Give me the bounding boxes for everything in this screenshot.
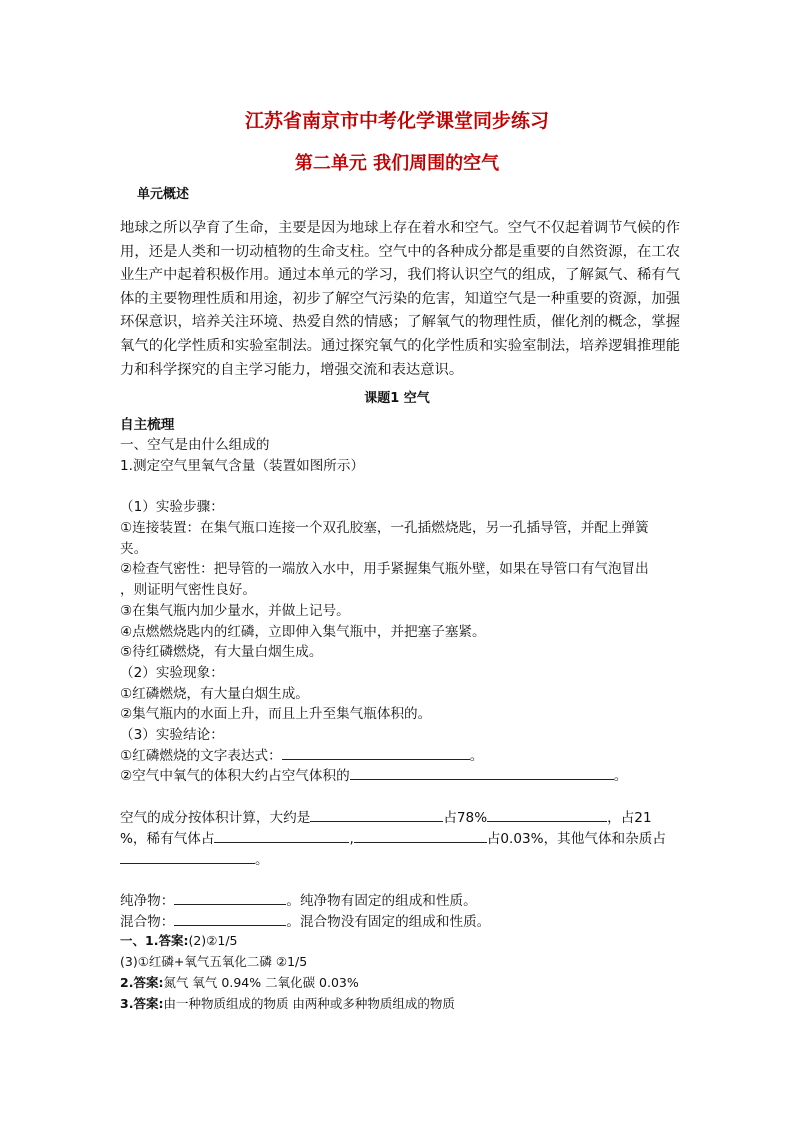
- self-study-heading: 自主梳理: [120, 417, 175, 433]
- conclusion-2-text: ②空气中氧气的体积大约占空气体积的: [120, 768, 350, 784]
- steps-label: （1）实验步骤：: [120, 499, 224, 515]
- answer-blank[interactable]: [487, 809, 607, 822]
- step-4: ④点燃燃烧匙内的红磷，立即伸入集气瓶中，并把塞子塞紧。: [120, 624, 486, 640]
- pure-label: 纯净物：: [120, 893, 175, 909]
- answer-blank[interactable]: [354, 830, 487, 843]
- composition-text: 占0.03%，其他气体和杂质占: [486, 831, 666, 847]
- overview-heading: 单元概述: [137, 187, 190, 202]
- mixture-text: 。混合物没有固定的组成和性质。: [286, 914, 491, 930]
- answer-blank[interactable]: [174, 913, 286, 926]
- step-1-cont: 夹。: [120, 541, 148, 557]
- composition-text: 占78%: [443, 810, 488, 826]
- answer-blank[interactable]: [120, 851, 255, 864]
- mixture-line: [120, 910, 490, 930]
- period: 。: [613, 768, 628, 784]
- document-title: 江苏省南京市中考化学课堂同步练习: [244, 110, 549, 132]
- conclusion-1-text: ①红磷燃烧的文字表达式：: [120, 748, 282, 764]
- phenomenon-2: ②集气瓶内的水面上升，而且上升至集气瓶体积的。: [120, 706, 432, 722]
- unit-title: 第二单元 我们周围的空气: [294, 153, 500, 174]
- composition-text: %，稀有气体占: [120, 831, 215, 847]
- step-5: ⑤待红磷燃烧，有大量白烟生成。: [120, 644, 323, 660]
- answer-label: 2.答案:: [120, 975, 164, 990]
- step-1: ①连接装置：在集气瓶口连接一个双孔胶塞，一孔插燃烧匙，另一孔插导管，并配上弹簧: [120, 520, 649, 536]
- answer-1b: (3)①红磷+氧气五氧化二磷 ②1/5: [120, 954, 308, 969]
- answer-blank[interactable]: [174, 892, 286, 905]
- answer-1: [120, 931, 237, 949]
- period: 。: [255, 852, 269, 868]
- composition-line-3: [120, 848, 269, 868]
- answer-blank[interactable]: [350, 767, 614, 780]
- answer-label: 一、1.答案:: [120, 933, 189, 948]
- step-2-cont: ，则证明气密性良好。: [120, 582, 256, 598]
- overview-paragraph: 地球之所以孕育了生命，主要是因为地球上存在着水和空气。空气不仅起着调节气候的作用，还是人类和一切动植物的生命支柱。空气中的各种成分都是重要的自然资源，在工农业生产中起着积极作用。通过本单元的学习，我们将认识空气的组成，了解氮气、稀有气体的主要物理性质和用途，初步了解空气污染的危害，知道空气是一种重要的资源，加强环保意识，培养关注环境、热爱自然的情感；了解氧气的物理性质，催化剂的概念，掌握氧气的化学性质和实验室制法。通过探究氧气的化学性质和实验室制法，培养逻辑推理能力和科学探究的自主学习能力，增强交流和表达意识。: [120, 220, 680, 378]
- answer-blank[interactable]: [214, 830, 349, 843]
- answer-3: [120, 994, 455, 1012]
- pure-text: 。纯净物有固定的组成和性质。: [286, 893, 477, 909]
- answer-blank[interactable]: [310, 809, 443, 822]
- section-heading: 一、空气是由什么组成的: [120, 437, 270, 453]
- lesson-title: 课题1 空气: [364, 391, 430, 406]
- answer-text: 氮气 氧气 0.94% 二氧化碳 0.03%: [163, 975, 359, 990]
- conclusion-2: [120, 764, 627, 784]
- answer-text: 由一种物质组成的物质 由两种或多种物质组成的物质: [163, 996, 455, 1011]
- conclusion-label: （3）实验结论：: [120, 727, 224, 743]
- mixture-label: 混合物：: [120, 914, 175, 930]
- answer-2: [120, 973, 359, 991]
- item-heading: 1.测定空气里氧气含量（装置如图所示）: [120, 458, 365, 474]
- answer-text: (2)②1/5: [188, 933, 238, 948]
- answer-blank[interactable]: [282, 747, 470, 760]
- phenomenon-1: ①红磷燃烧，有大量白烟生成。: [120, 686, 309, 702]
- composition-line-1: [120, 806, 652, 826]
- step-3: ③在集气瓶内加少量水，并做上记号。: [120, 603, 350, 619]
- step-2: ②检查气密性：把导管的一端放入水中，用手紧握集气瓶外壁，如果在导管口有气泡冒出: [120, 561, 649, 577]
- composition-text: 空气的成分按体积计算，大约是: [120, 810, 311, 826]
- composition-text: ，占21: [607, 810, 652, 826]
- phenomena-label: （2）实验现象：: [120, 665, 224, 681]
- composition-text: ,: [349, 831, 354, 847]
- pure-substance-line: [120, 889, 477, 909]
- period: 。: [469, 748, 484, 764]
- conclusion-1: [120, 744, 483, 764]
- composition-line-2: [120, 827, 666, 847]
- answer-label: 3.答案:: [120, 996, 164, 1011]
